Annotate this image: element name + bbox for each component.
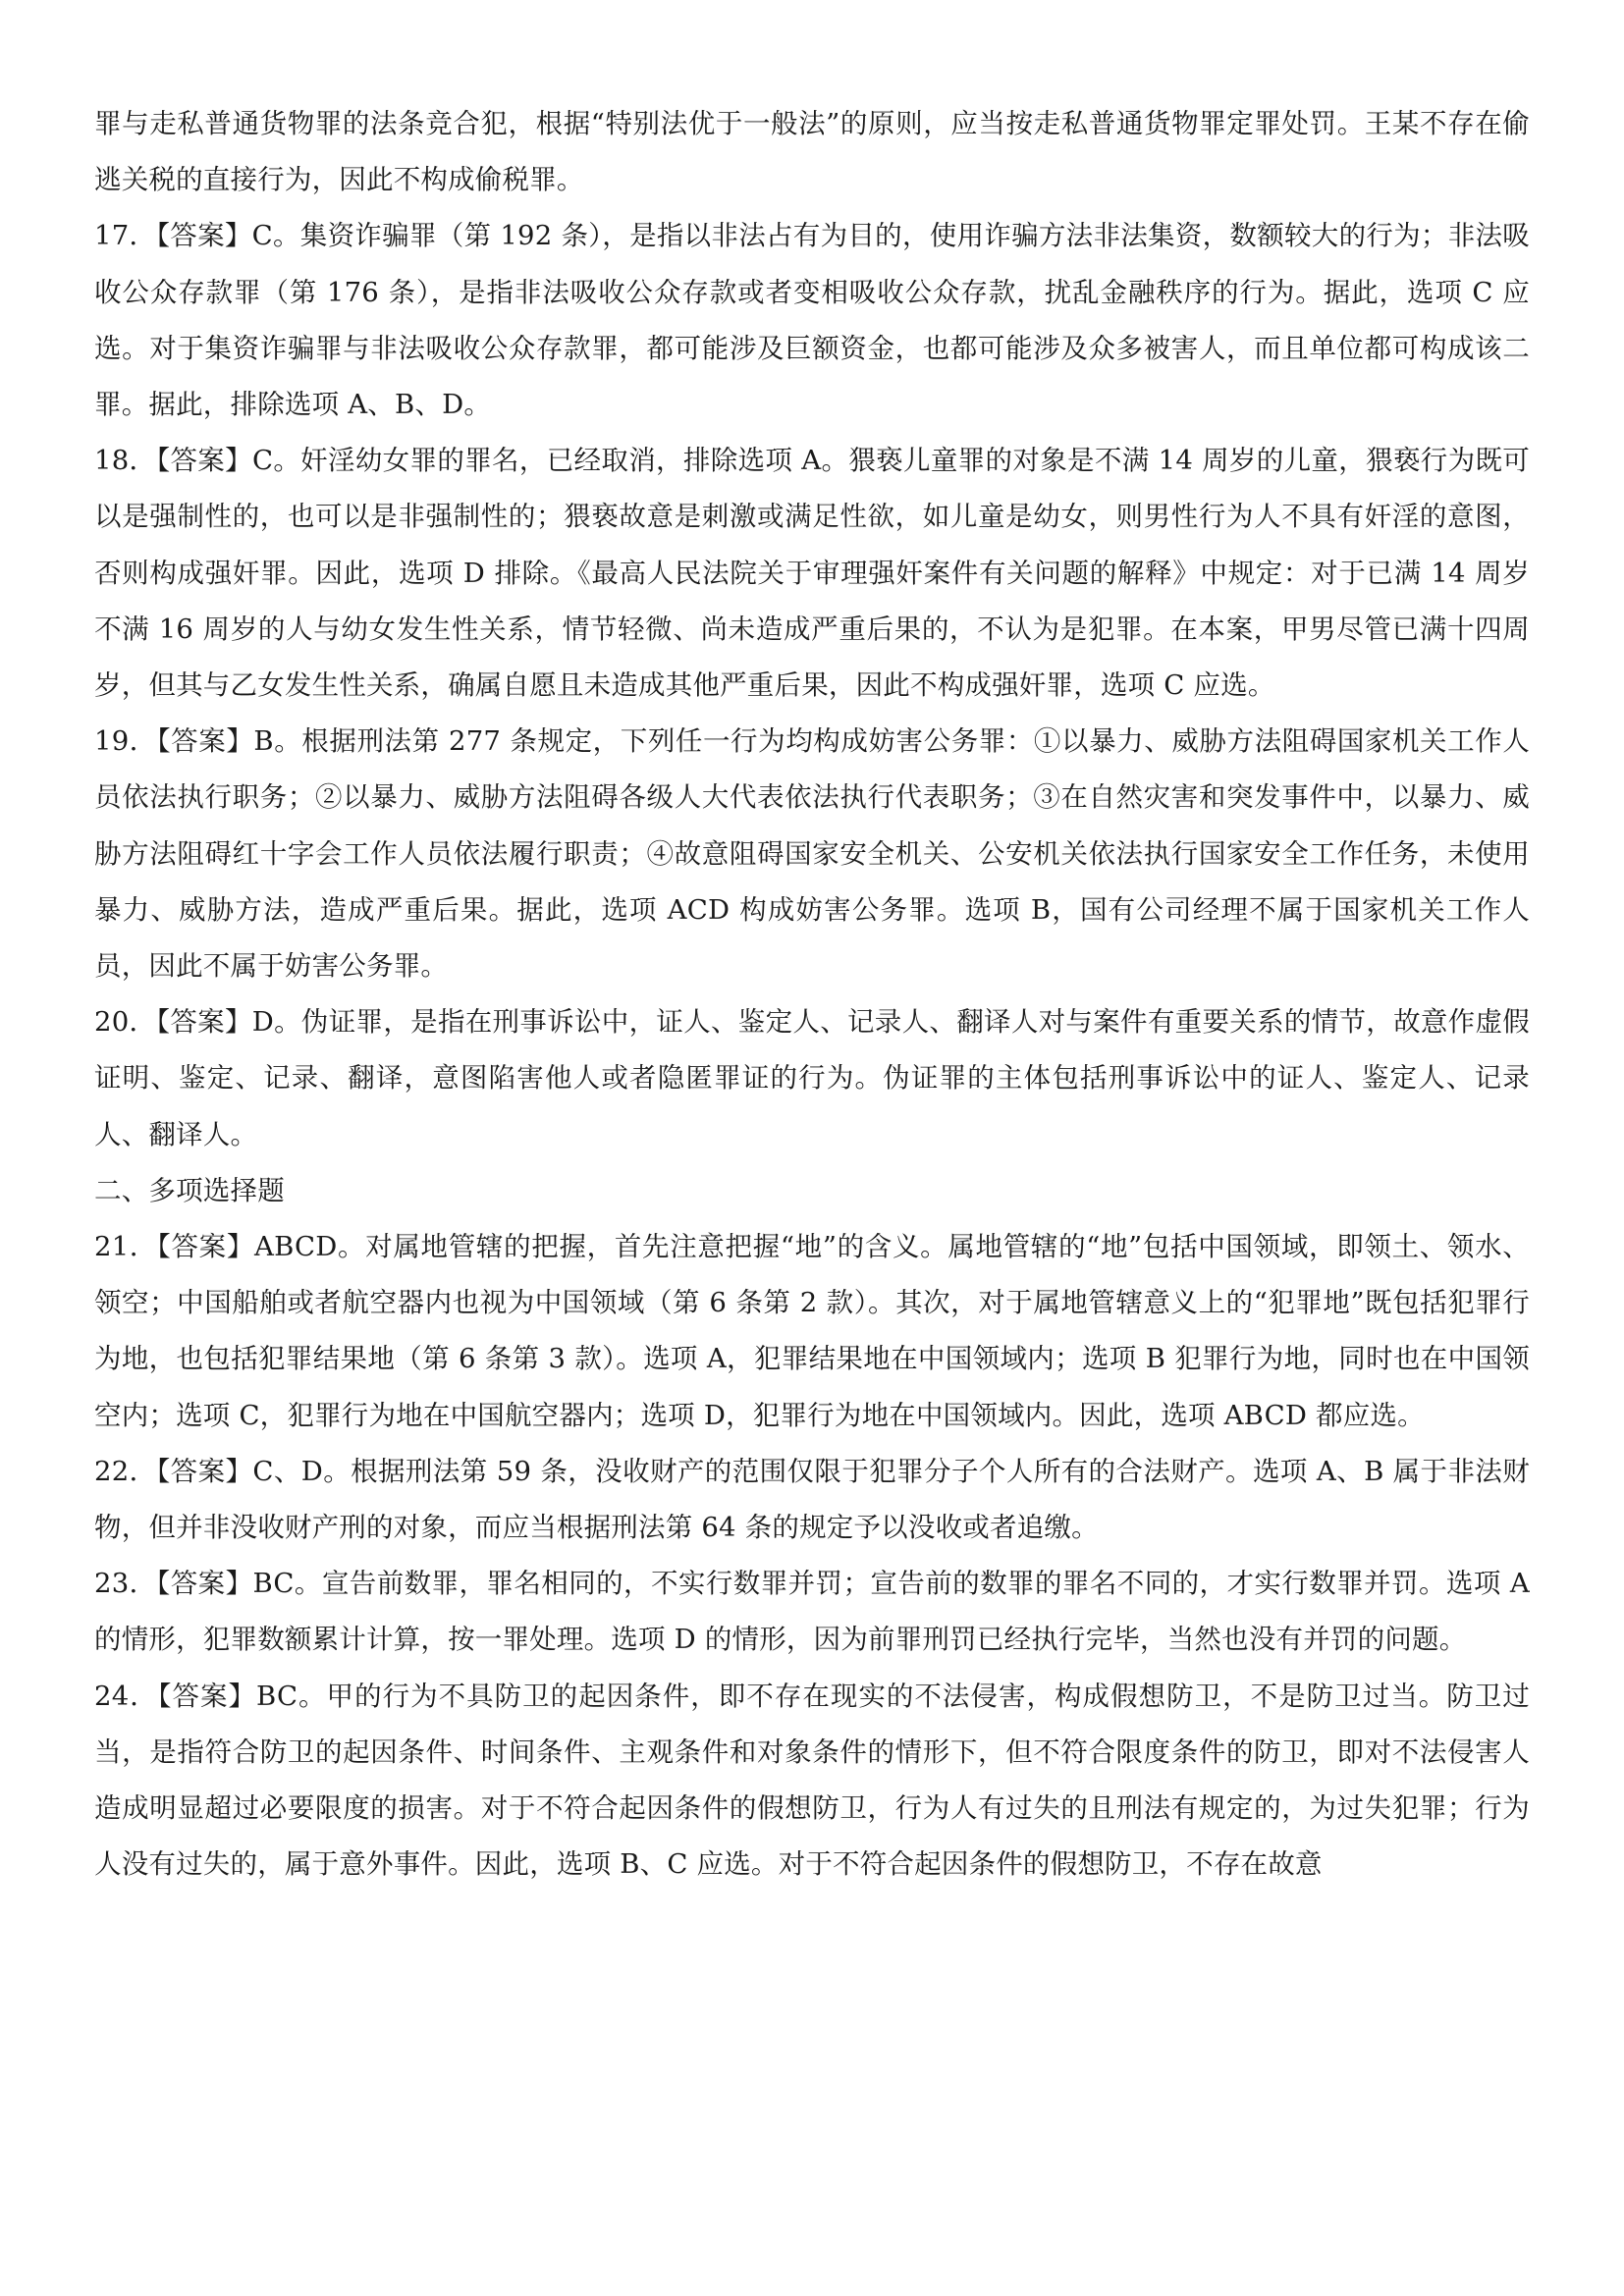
answer-20-paragraph: 20．【答案】D。伪证罪，是指在刑事诉讼中，证人、鉴定人、记录人、翻译人对与案件有重要关系的情节，故意作虚假证明、鉴定、记录、翻译，意图陷害他人或者隐匿罪证的行为。伪证罪的主体包括刑事诉讼中的证人、鉴定人、记录人、翻译人。 <box>94 1006 1530 1150</box>
answer-23-paragraph: 23．【答案】BC。宣告前数罪，罪名相同的，不实行数罪并罚；宣告前的数罪的罪名不同的，才实行数罪并罚。选项 A 的情形，犯罪数额累计计算，按一罪处理。选项 D 的情形，因为前罪刑罚已经执行完毕，当然也没有并罚的问题。 <box>94 1568 1530 1656</box>
section-heading-multiple-choice: 二、多项选择题 <box>94 1174 285 1206</box>
answer-18-paragraph: 18．【答案】C。奸淫幼女罪的罪名，已经取消，排除选项 A。猥亵儿童罪的对象是不满 14 周岁的儿童，猥亵行为既可以是强制性的，也可以是非强制性的；猥亵故意是刺激或满足性欲，如儿童是幼女，则男性行为人不具有奸淫的意图，否则构成强奸罪。因此，选项 D 排除。《最高人民法院关于审理强奸案件有关问题的解释》中规定：对于已满 14 周岁不满 16 周岁的人与幼女发生性关系，情节轻微、尚未造成严重后果的，不认为是犯罪。在本案，甲男尽管已满十四周岁，但其与乙女发生性关系，确属自愿且未造成其他严重后果，因此不构成强奸罪，选项 C 应选。 <box>94 445 1530 702</box>
continuation-paragraph: 罪与走私普通货物罪的法条竞合犯，根据“特别法优于一般法”的原则，应当按走私普通货物罪定罪处罚。王某不存在偷逃关税的直接行为，因此不构成偷税罪。 <box>94 108 1530 196</box>
answer-24-paragraph: 24．【答案】BC。甲的行为不具防卫的起因条件，即不存在现实的不法侵害，构成假想防卫，不是防卫过当。防卫过当，是指符合防卫的起因条件、时间条件、主观条件和对象条件的情形下，但不符合限度条件的防卫，即对不法侵害人造成明显超过必要限度的损害。对于不符合起因条件的假想防卫，行为人有过失的且刑法有规定的，为过失犯罪；行为人没有过失的，属于意外事件。因此，选项 B、C 应选。对于不符合起因条件的假想防卫，不存在故意 <box>94 1680 1530 1881</box>
answer-22-paragraph: 22．【答案】C、D。根据刑法第 59 条，没收财产的范围仅限于犯罪分子个人所有的合法财产。选项 A、B 属于非法财物，但并非没收财产刑的对象，而应当根据刑法第 64 条的规定予以没收或者追缴。 <box>94 1455 1530 1544</box>
answer-19-paragraph: 19．【答案】B。根据刑法第 277 条规定，下列任一行为均构成妨害公务罪：①以暴力、威胁方法阻碍国家机关工作人员依法执行职务；②以暴力、威胁方法阻碍各级人大代表依法执行代表职务；③在自然灾害和突发事件中，以暴力、威胁方法阻碍红十字会工作人员依法履行职责；④故意阻碍国家安全机关、公安机关依法执行国家安全工作任务，未使用暴力、威胁方法，造成严重后果。据此，选项 ACD 构成妨害公务罪。选项 B，国有公司经理不属于国家机关工作人员，因此不属于妨害公务罪。 <box>94 725 1530 983</box>
answer-21-paragraph: 21．【答案】ABCD。对属地管辖的把握，首先注意把握“地”的含义。属地管辖的“地”包括中国领域，即领土、领水、领空；中国船舶或者航空器内也视为中国领域（第 6 条第 2 款）。其次，对于属地管辖意义上的“犯罪地”既包括犯罪行为地，也包括犯罪结果地（第 6 条第 3 款）。选项 A，犯罪结果地在中国领域内；选项 B 犯罪行为地，同时也在中国领空内；选项 C，犯罪行为地在中国航空器内；选项 D，犯罪行为地在中国领域内。因此，选项 ABCD 都应选。 <box>94 1231 1530 1431</box>
answer-17-paragraph: 17．【答案】C。集资诈骗罪（第 192 条），是指以非法占有为目的，使用诈骗方法非法集资，数额较大的行为；非法吸收公众存款罪（第 176 条），是指非法吸收公众存款或者变相吸收公众存款，扰乱金融秩序的行为。据此，选项 C 应选。对于集资诈骗罪与非法吸收公众存款罪，都可能涉及巨额资金，也都可能涉及众多被害人，而且单位都可构成该二罪。据此，排除选项 A、B、D。 <box>94 220 1530 421</box>
answer-explanation-page <box>94 96 1530 1894</box>
